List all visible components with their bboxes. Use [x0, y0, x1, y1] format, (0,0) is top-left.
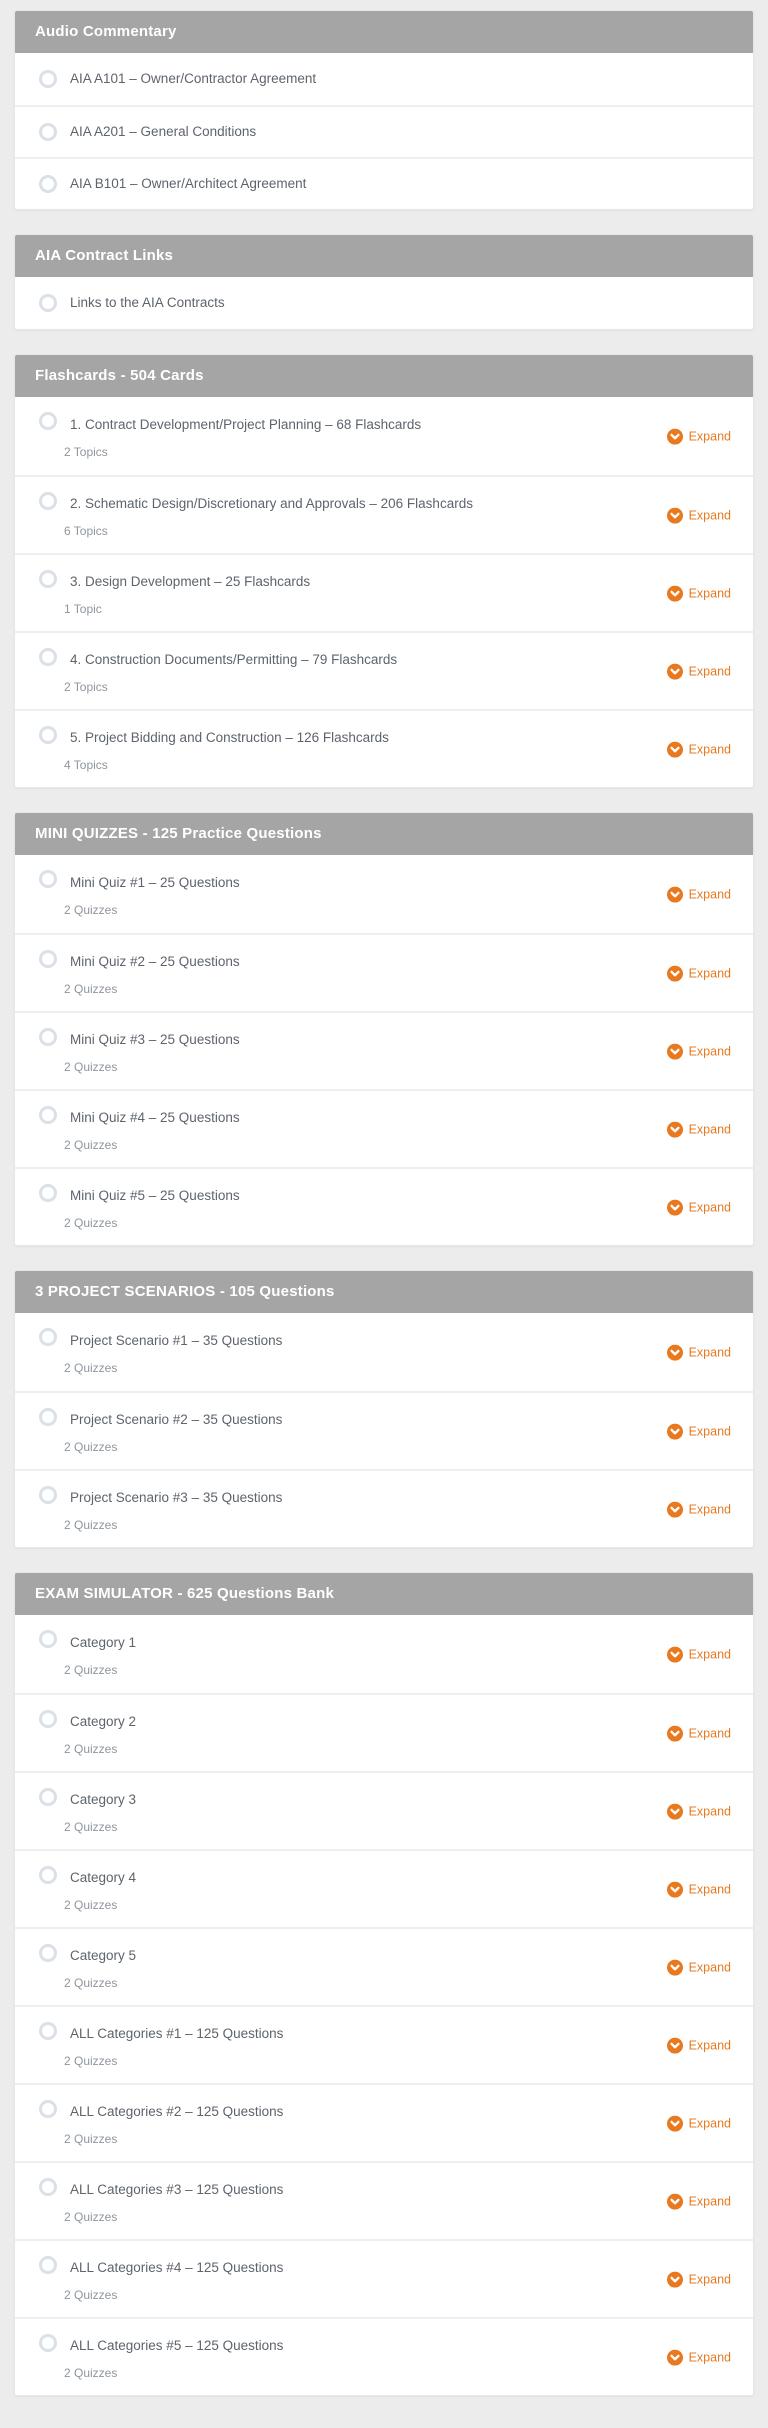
section-title: 3 PROJECT SCENARIOS - 105 Questions — [35, 1283, 335, 1300]
lesson-link[interactable]: Links to the AIA Contracts — [70, 295, 225, 310]
incomplete-status-icon — [39, 1328, 57, 1346]
lesson-text — [64, 651, 398, 694]
expand-label: Expand — [688, 586, 731, 601]
section-header — [15, 11, 753, 53]
lesson-link[interactable]: ALL Categories #4 – 125 Questions — [70, 2259, 284, 2275]
lesson-link[interactable]: Category 4 — [70, 1869, 137, 1885]
expand-button[interactable] — [667, 1044, 731, 1060]
expand-button[interactable] — [667, 2038, 731, 2054]
expand-button[interactable] — [667, 2272, 731, 2288]
expand-button[interactable] — [667, 966, 731, 982]
chevron-down-icon — [667, 2038, 683, 2054]
lesson-text — [70, 70, 316, 88]
section-header — [15, 1271, 753, 1313]
chevron-down-icon — [667, 2194, 683, 2210]
expand-label: Expand — [688, 508, 731, 523]
incomplete-status-icon — [39, 950, 57, 968]
expand-button[interactable] — [667, 1502, 731, 1518]
expand-label: Expand — [688, 887, 731, 902]
expand-label: Expand — [688, 1726, 731, 1741]
lesson-text — [64, 1031, 240, 1074]
lesson-link[interactable]: 3. Design Development – 25 Flashcards — [70, 573, 311, 589]
section-title: Audio Commentary — [35, 23, 177, 40]
lesson-text — [64, 1869, 137, 1912]
lesson-link[interactable]: Mini Quiz #2 – 25 Questions — [70, 953, 240, 969]
chevron-down-icon — [667, 429, 683, 445]
expand-label: Expand — [688, 1804, 731, 1819]
expand-button[interactable] — [667, 742, 731, 758]
lesson-link[interactable]: Project Scenario #1 – 35 Questions — [70, 1332, 283, 1348]
expand-button[interactable] — [667, 2116, 731, 2132]
expand-label: Expand — [688, 1122, 731, 1137]
section-header — [15, 813, 753, 855]
expand-label: Expand — [688, 2194, 731, 2209]
expand-label: Expand — [688, 1044, 731, 1059]
incomplete-status-icon — [39, 1028, 57, 1046]
lesson-link[interactable]: 2. Schematic Design/Discretionary and Approvals – 206 Flashcards — [70, 495, 473, 511]
expand-label: Expand — [688, 2038, 731, 2053]
chevron-down-icon — [667, 1345, 683, 1361]
lesson-link[interactable]: Mini Quiz #5 – 25 Questions — [70, 1187, 240, 1203]
expand-label: Expand — [688, 1502, 731, 1517]
lesson-text — [64, 2337, 284, 2380]
lesson-text — [64, 1109, 240, 1152]
lesson-row — [15, 277, 753, 329]
section-title: AIA Contract Links — [35, 247, 174, 264]
course-section — [14, 354, 754, 788]
incomplete-status-icon — [39, 648, 57, 666]
lesson-row — [15, 2083, 753, 2161]
lesson-text — [70, 294, 225, 312]
lesson-row — [15, 2161, 753, 2239]
chevron-down-icon — [667, 1424, 683, 1440]
section-title: EXAM SIMULATOR - 625 Questions Bank — [35, 1585, 334, 1602]
lesson-text — [64, 729, 389, 772]
incomplete-status-icon — [39, 1106, 57, 1124]
chevron-down-icon — [667, 508, 683, 524]
chevron-down-icon — [667, 2350, 683, 2366]
lesson-row — [15, 105, 753, 157]
lesson-topic-count: 2 Quizzes — [64, 1215, 118, 1230]
lesson-row — [15, 1167, 753, 1245]
lesson-topic-count: 2 Quizzes — [64, 1137, 118, 1152]
incomplete-status-icon — [39, 2334, 57, 2352]
expand-button[interactable] — [667, 664, 731, 680]
lesson-row — [15, 553, 753, 631]
lesson-text — [70, 175, 306, 193]
section-item-list — [15, 1313, 753, 1547]
lesson-row — [15, 855, 753, 933]
incomplete-status-icon — [39, 726, 57, 744]
section-title: Flashcards - 504 Cards — [35, 367, 204, 384]
incomplete-status-icon — [39, 2256, 57, 2274]
course-section — [14, 812, 754, 1246]
expand-label: Expand — [688, 742, 731, 757]
lesson-topic-count: 2 Quizzes — [64, 2365, 118, 2380]
lesson-link[interactable]: Mini Quiz #4 – 25 Questions — [70, 1109, 240, 1125]
chevron-down-icon — [667, 1044, 683, 1060]
lesson-row — [15, 631, 753, 709]
expand-label: Expand — [688, 966, 731, 981]
course-section — [14, 10, 754, 210]
chevron-down-icon — [667, 1502, 683, 1518]
section-header — [15, 235, 753, 277]
lesson-text — [64, 573, 311, 616]
lesson-text — [64, 874, 240, 917]
chevron-down-icon — [667, 1882, 683, 1898]
course-section — [14, 1572, 754, 2396]
expand-button[interactable] — [667, 1726, 731, 1742]
lesson-topic-count: 2 Quizzes — [64, 2287, 118, 2302]
section-title: MINI QUIZZES - 125 Practice Questions — [35, 825, 322, 842]
section-item-list — [15, 53, 753, 209]
lesson-row — [15, 53, 753, 105]
lesson-link[interactable]: Mini Quiz #1 – 25 Questions — [70, 874, 240, 890]
chevron-down-icon — [667, 1804, 683, 1820]
incomplete-status-icon — [39, 1944, 57, 1962]
lesson-text — [64, 1411, 283, 1454]
lesson-topic-count: 2 Quizzes — [64, 2131, 118, 2146]
lesson-topic-count: 2 Quizzes — [64, 902, 118, 917]
lesson-link[interactable]: ALL Categories #3 – 125 Questions — [70, 2181, 284, 2197]
lesson-row — [15, 1849, 753, 1927]
lesson-row — [15, 1011, 753, 1089]
incomplete-status-icon — [39, 2178, 57, 2196]
lesson-topic-count: 2 Quizzes — [64, 1897, 118, 1912]
lesson-link[interactable]: 5. Project Bidding and Construction – 126 Flashcards — [70, 729, 389, 745]
lesson-link[interactable]: 1. Contract Development/Project Planning – 68 Flashcards — [70, 416, 422, 432]
lesson-link[interactable]: Category 2 — [70, 1713, 137, 1729]
lesson-topic-count: 2 Quizzes — [64, 1360, 118, 1375]
lesson-topic-count: 2 Quizzes — [64, 1741, 118, 1756]
incomplete-status-icon — [39, 492, 57, 510]
lesson-row — [15, 933, 753, 1011]
lesson-topic-count: 2 Quizzes — [64, 1517, 118, 1532]
lesson-topic-count: 4 Topics — [64, 757, 108, 772]
course-section — [14, 234, 754, 330]
chevron-down-icon — [667, 1200, 683, 1216]
lesson-text — [64, 1791, 137, 1834]
expand-label: Expand — [688, 1200, 731, 1215]
lesson-link[interactable]: Project Scenario #3 – 35 Questions — [70, 1489, 283, 1505]
lesson-row — [15, 1089, 753, 1167]
expand-button[interactable] — [667, 1122, 731, 1138]
lesson-link[interactable]: ALL Categories #2 – 125 Questions — [70, 2103, 284, 2119]
lesson-text — [64, 2259, 284, 2302]
chevron-down-icon — [667, 887, 683, 903]
incomplete-status-icon — [39, 70, 57, 88]
lesson-text — [64, 1713, 137, 1756]
incomplete-status-icon — [39, 870, 57, 888]
expand-label: Expand — [688, 2116, 731, 2131]
lesson-topic-count: 6 Topics — [64, 523, 108, 538]
lesson-link[interactable]: Category 3 — [70, 1791, 137, 1807]
incomplete-status-icon — [39, 175, 57, 193]
expand-label: Expand — [688, 2350, 731, 2365]
lesson-row — [15, 2005, 753, 2083]
lesson-text — [70, 123, 256, 141]
lesson-text — [64, 2025, 284, 2068]
incomplete-status-icon — [39, 1866, 57, 1884]
chevron-down-icon — [667, 966, 683, 982]
lesson-text — [64, 2103, 284, 2146]
course-section — [14, 1270, 754, 1548]
section-item-list — [15, 397, 753, 787]
lesson-topic-count: 2 Quizzes — [64, 1662, 118, 1677]
lesson-row — [15, 397, 753, 475]
lesson-text — [64, 953, 240, 996]
lesson-row — [15, 157, 753, 209]
lesson-text — [64, 416, 422, 459]
lesson-row — [15, 709, 753, 787]
chevron-down-icon — [667, 2272, 683, 2288]
lesson-text — [64, 1187, 240, 1230]
expand-label: Expand — [688, 1345, 731, 1360]
incomplete-status-icon — [39, 1486, 57, 1504]
lesson-text — [64, 1947, 137, 1990]
lesson-link[interactable]: ALL Categories #5 – 125 Questions — [70, 2337, 284, 2353]
chevron-down-icon — [667, 664, 683, 680]
lesson-link[interactable]: AIA B101 – Owner/Architect Agreement — [70, 176, 307, 191]
lesson-topic-count: 2 Quizzes — [64, 1975, 118, 1990]
lesson-row — [15, 1927, 753, 2005]
lesson-link[interactable]: AIA A201 – General Conditions — [70, 124, 257, 139]
lesson-row — [15, 1313, 753, 1391]
lesson-topic-count: 2 Quizzes — [64, 1439, 118, 1454]
incomplete-status-icon — [39, 1788, 57, 1806]
lesson-row — [15, 1771, 753, 1849]
chevron-down-icon — [667, 1726, 683, 1742]
incomplete-status-icon — [39, 123, 57, 141]
incomplete-status-icon — [39, 2022, 57, 2040]
chevron-down-icon — [667, 2116, 683, 2132]
lesson-topic-count: 2 Quizzes — [64, 981, 118, 996]
section-item-list — [15, 277, 753, 329]
expand-button[interactable] — [667, 508, 731, 524]
lesson-topic-count: 2 Topics — [64, 679, 108, 694]
incomplete-status-icon — [39, 570, 57, 588]
incomplete-status-icon — [39, 294, 57, 312]
lesson-text — [64, 1634, 137, 1677]
lesson-link[interactable]: AIA A101 – Owner/Contractor Agreement — [70, 71, 317, 86]
expand-label: Expand — [688, 429, 731, 444]
lesson-row — [15, 475, 753, 553]
lesson-link[interactable]: 4. Construction Documents/Permitting – 79 Flashcards — [70, 651, 398, 667]
lesson-link[interactable]: Category 1 — [70, 1634, 137, 1650]
lesson-topic-count: 2 Topics — [64, 444, 108, 459]
expand-label: Expand — [688, 1424, 731, 1439]
expand-label: Expand — [688, 664, 731, 679]
lesson-link[interactable]: ALL Categories #1 – 125 Questions — [70, 2025, 284, 2041]
lesson-row — [15, 1615, 753, 1693]
lesson-text — [64, 1332, 283, 1375]
lesson-link[interactable]: Project Scenario #2 – 35 Questions — [70, 1411, 283, 1427]
incomplete-status-icon — [39, 1408, 57, 1426]
chevron-down-icon — [667, 742, 683, 758]
section-header — [15, 355, 753, 397]
expand-button[interactable] — [667, 1804, 731, 1820]
lesson-row — [15, 2317, 753, 2395]
lesson-link[interactable]: Category 5 — [70, 1947, 137, 1963]
lesson-topic-count: 2 Quizzes — [64, 1819, 118, 1834]
expand-button[interactable] — [667, 429, 731, 445]
expand-label: Expand — [688, 2272, 731, 2287]
lesson-row — [15, 1693, 753, 1771]
expand-button[interactable] — [667, 1647, 731, 1663]
chevron-down-icon — [667, 586, 683, 602]
incomplete-status-icon — [39, 412, 57, 430]
chevron-down-icon — [667, 1122, 683, 1138]
expand-button[interactable] — [667, 1960, 731, 1976]
section-header — [15, 1573, 753, 1615]
chevron-down-icon — [667, 1960, 683, 1976]
lesson-topic-count: 2 Quizzes — [64, 1059, 118, 1074]
section-item-list — [15, 855, 753, 1245]
expand-button[interactable] — [667, 2194, 731, 2210]
incomplete-status-icon — [39, 1710, 57, 1728]
expand-button[interactable] — [667, 1200, 731, 1216]
lesson-text — [64, 2181, 284, 2224]
chevron-down-icon — [667, 1647, 683, 1663]
lesson-row — [15, 1469, 753, 1547]
lesson-topic-count: 2 Quizzes — [64, 2209, 118, 2224]
expand-label: Expand — [688, 1647, 731, 1662]
lesson-topic-count: 2 Quizzes — [64, 2053, 118, 2068]
expand-button[interactable] — [667, 586, 731, 602]
lesson-row — [15, 1391, 753, 1469]
incomplete-status-icon — [39, 1630, 57, 1648]
expand-button[interactable] — [667, 2350, 731, 2366]
incomplete-status-icon — [39, 1184, 57, 1202]
expand-button[interactable] — [667, 1424, 731, 1440]
expand-button[interactable] — [667, 887, 731, 903]
expand-button[interactable] — [667, 1882, 731, 1898]
incomplete-status-icon — [39, 2100, 57, 2118]
lesson-text — [64, 495, 473, 538]
lesson-text — [64, 1489, 283, 1532]
lesson-row — [15, 2239, 753, 2317]
expand-label: Expand — [688, 1882, 731, 1897]
expand-button[interactable] — [667, 1345, 731, 1361]
expand-label: Expand — [688, 1960, 731, 1975]
lesson-topic-count: 1 Topic — [64, 601, 102, 616]
lesson-link[interactable]: Mini Quiz #3 – 25 Questions — [70, 1031, 240, 1047]
section-item-list — [15, 1615, 753, 2395]
